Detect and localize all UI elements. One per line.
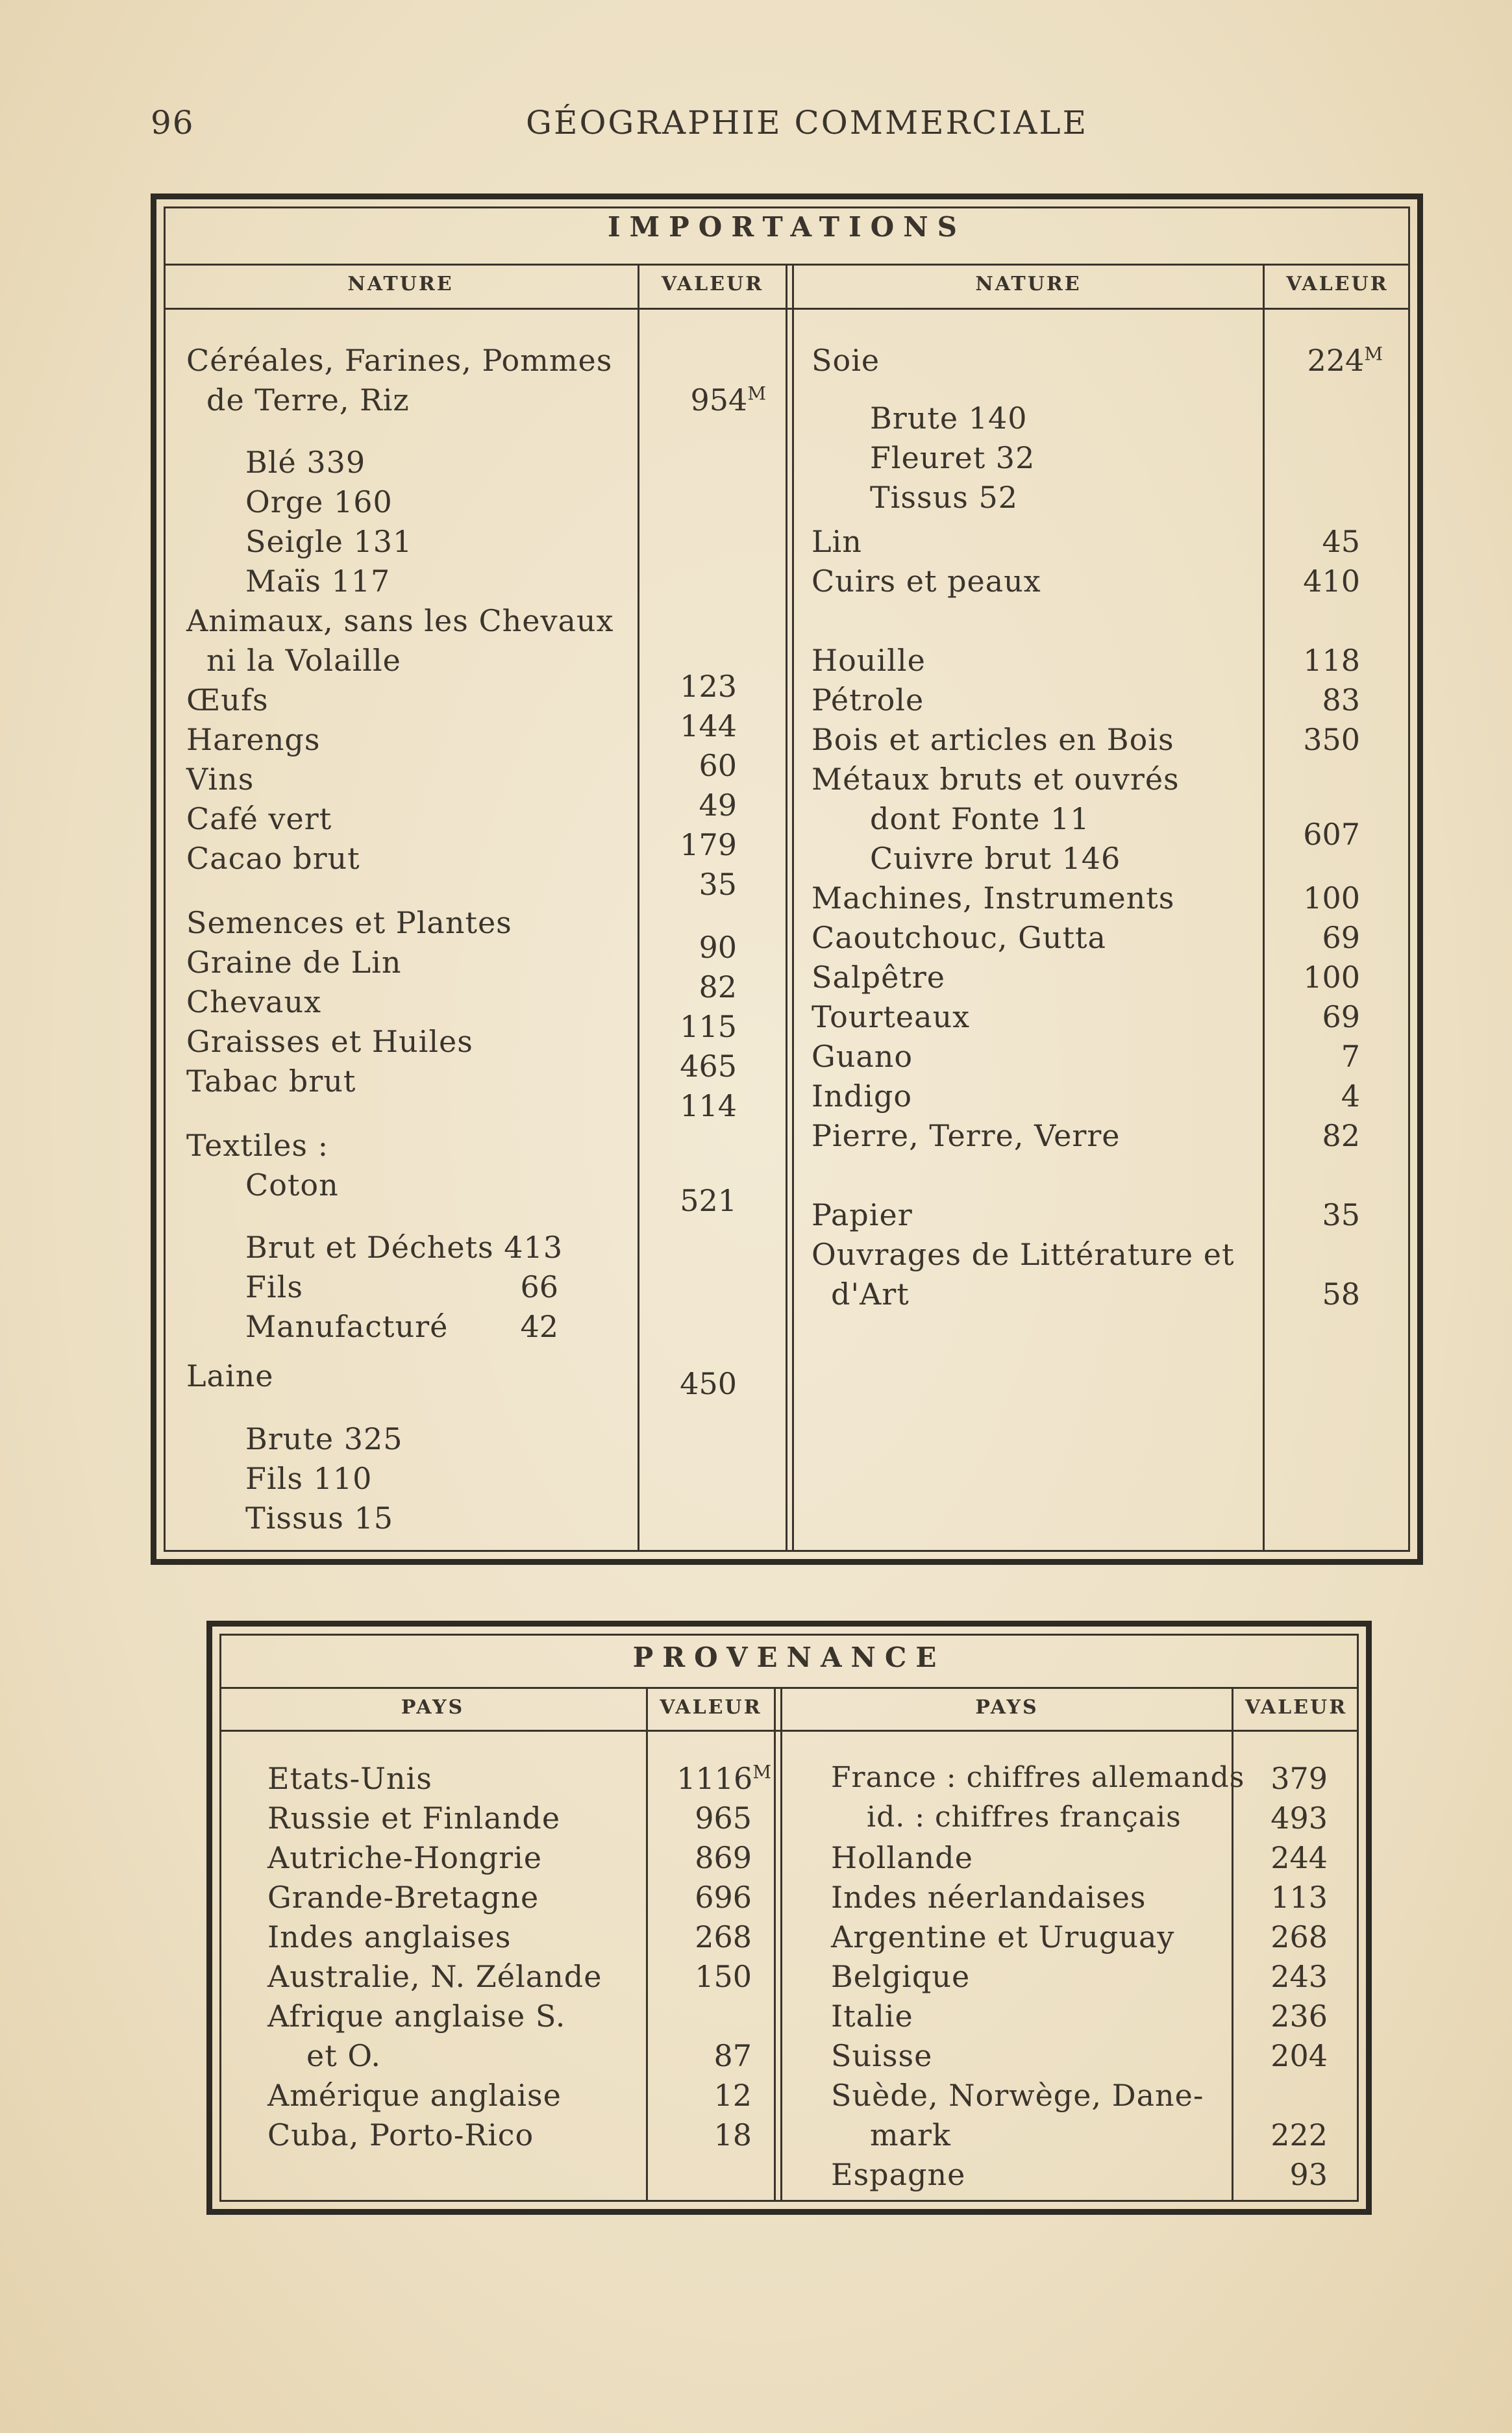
pays-russie: Russie et Finlande bbox=[267, 1801, 561, 1836]
valeur-italie: 236 bbox=[1270, 1999, 1328, 2034]
value-chevaux: 115 bbox=[680, 1009, 737, 1044]
value-ouvrages: 58 bbox=[1322, 1277, 1360, 1312]
nature-cacao: Cacao brut bbox=[186, 841, 360, 876]
nature-manufacture: Manufacturé bbox=[245, 1309, 449, 1344]
pays-afrique-anglaise: Afrique anglaise S. bbox=[267, 1999, 566, 2034]
valeur-suede: 222 bbox=[1270, 2117, 1328, 2152]
valeur-argentine: 268 bbox=[1270, 1919, 1328, 1954]
col-header-valeur-right: VALEUR bbox=[1286, 273, 1389, 295]
nature-graisses: Graisses et Huiles bbox=[186, 1024, 473, 1059]
nature-laine-fils: Fils 110 bbox=[245, 1461, 373, 1496]
pays-grande-bretagne: Grande-Bretagne bbox=[267, 1880, 539, 1915]
valeur-france-francais: 493 bbox=[1270, 1801, 1328, 1836]
prov-col-header-pays-right: PAYS bbox=[975, 1696, 1039, 1719]
valeur-grande-bretagne: 696 bbox=[695, 1880, 752, 1915]
nature-laine-brute: Brute 325 bbox=[245, 1421, 403, 1456]
value-machines: 100 bbox=[1303, 880, 1360, 916]
value-salpetre: 100 bbox=[1303, 960, 1360, 995]
pays-france-allemands: France : chiffres allemands bbox=[831, 1761, 1245, 1794]
value-bois: 350 bbox=[1303, 722, 1360, 757]
sub-fils-value: 66 bbox=[520, 1269, 558, 1304]
valeur-etats-unis: $1116^M$ bbox=[676, 1761, 771, 1796]
nature-tabac: Tabac brut bbox=[186, 1064, 356, 1099]
nature-cafe: Café vert bbox=[186, 801, 332, 836]
value-petrole: 83 bbox=[1322, 682, 1360, 717]
value-indigo: 4 bbox=[1341, 1079, 1360, 1114]
prov-col-divider-mid-a bbox=[774, 1687, 776, 2202]
pays-suisse: Suisse bbox=[831, 2038, 933, 2073]
pays-hollande: Hollande bbox=[831, 1840, 973, 1875]
nature-soie: Soie bbox=[812, 343, 880, 378]
value-houille: 118 bbox=[1303, 643, 1360, 678]
col-header-nature-left: NATURE bbox=[347, 273, 454, 295]
valeur-amerique-anglaise: 12 bbox=[713, 2078, 752, 2113]
pays-belgique: Belgique bbox=[831, 1959, 971, 1994]
col-divider-1 bbox=[638, 264, 639, 1552]
valeur-suisse: 204 bbox=[1270, 2038, 1328, 2073]
nature-bois: Bois et articles en Bois bbox=[812, 722, 1174, 757]
sub-manufacture-value: 42 bbox=[520, 1309, 558, 1344]
nature-fils: Fils bbox=[245, 1269, 303, 1304]
pays-amerique-anglaise: Amérique anglaise bbox=[267, 2078, 562, 2113]
nature-cuirs: Cuirs et peaux bbox=[812, 564, 1041, 599]
nature-orge: Orge 160 bbox=[245, 484, 393, 519]
valeur-afrique-anglaise: 87 bbox=[713, 2038, 752, 2073]
nature-caoutchouc: Caoutchouc, Gutta bbox=[812, 920, 1106, 955]
pays-france-francais: id. : chiffres français bbox=[867, 1801, 1182, 1834]
nature-brut-dechets: Brut et Déchets 413 bbox=[245, 1230, 564, 1265]
page-number: 96 bbox=[151, 104, 195, 142]
value-laine: 450 bbox=[680, 1366, 737, 1401]
prov-col-header-valeur-right: VALEUR bbox=[1245, 1696, 1348, 1719]
pays-autriche: Autriche-Hongrie bbox=[267, 1840, 542, 1875]
nature-ouvrages: Ouvrages de Littérature et bbox=[812, 1237, 1235, 1272]
provenance-caption: PROVENANCE bbox=[632, 1641, 946, 1673]
valeur-france-allemands: 379 bbox=[1270, 1761, 1328, 1796]
prov-header-rule bbox=[219, 1730, 1359, 1732]
nature-petrole: Pétrole bbox=[812, 682, 924, 717]
value-cereales: $954^M$ bbox=[690, 382, 766, 418]
nature-pierre: Pierre, Terre, Verre bbox=[812, 1118, 1121, 1153]
running-title: GÉOGRAPHIE COMMERCIALE bbox=[526, 104, 1089, 142]
pays-espagne: Espagne bbox=[831, 2157, 966, 2192]
value-harengs: 60 bbox=[699, 748, 737, 783]
valeur-autriche: 869 bbox=[695, 1840, 752, 1875]
nature-chevaux: Chevaux bbox=[186, 984, 322, 1019]
nature-cereales: Céréales, Farines, Pommes bbox=[186, 343, 613, 378]
nature-metaux: Métaux bruts et ouvrés bbox=[812, 762, 1180, 797]
nature-houille: Houille bbox=[812, 643, 926, 678]
nature-lin: Lin bbox=[812, 524, 862, 559]
pays-afrique-anglaise-cont: et O. bbox=[306, 2038, 381, 2073]
value-graisses: 465 bbox=[680, 1049, 737, 1084]
provenance-inner-frame bbox=[219, 1634, 1359, 2202]
nature-animaux: Animaux, sans les Chevaux bbox=[186, 603, 614, 638]
value-tourteaux: 69 bbox=[1322, 999, 1360, 1034]
valeur-russie: 965 bbox=[695, 1801, 752, 1836]
nature-indigo: Indigo bbox=[812, 1079, 913, 1114]
nature-ble: Blé 339 bbox=[245, 445, 366, 480]
valeur-hollande: 244 bbox=[1270, 1840, 1328, 1875]
valeur-cuba: 18 bbox=[713, 2117, 752, 2152]
value-oeufs: 144 bbox=[680, 708, 737, 743]
prov-caption-rule bbox=[219, 1687, 1359, 1689]
nature-papier: Papier bbox=[812, 1197, 913, 1232]
nature-vins: Vins bbox=[186, 762, 254, 797]
nature-textiles: Textiles : bbox=[186, 1128, 329, 1163]
pays-indes-anglaises: Indes anglaises bbox=[267, 1919, 512, 1954]
nature-guano: Guano bbox=[812, 1039, 913, 1074]
pays-suede-cont: mark bbox=[870, 2117, 951, 2152]
col-divider-mid-a bbox=[786, 264, 787, 1552]
value-graine: 82 bbox=[699, 969, 737, 1004]
value-guano: 7 bbox=[1341, 1039, 1360, 1074]
nature-laine: Laine bbox=[186, 1358, 274, 1393]
nature-machines: Machines, Instruments bbox=[812, 880, 1175, 916]
pays-etats-unis: Etats-Unis bbox=[267, 1761, 432, 1796]
pays-australie: Australie, N. Zélande bbox=[267, 1959, 602, 1994]
value-metaux: 607 bbox=[1303, 817, 1360, 852]
value-cafe: 179 bbox=[680, 827, 737, 862]
col-header-valeur-left: VALEUR bbox=[661, 273, 764, 295]
col-header-nature-right: NATURE bbox=[975, 273, 1082, 295]
value-coton: 521 bbox=[680, 1183, 737, 1218]
nature-tourteaux: Tourteaux bbox=[812, 999, 971, 1034]
nature-soie-fleuret: Fleuret 32 bbox=[870, 440, 1035, 475]
nature-cuivre: Cuivre brut 146 bbox=[870, 841, 1121, 876]
nature-salpetre: Salpêtre bbox=[812, 960, 946, 995]
nature-laine-tissus: Tissus 15 bbox=[245, 1501, 393, 1536]
pays-italie: Italie bbox=[831, 1999, 913, 2034]
nature-animaux-cont: ni la Volaille bbox=[206, 643, 401, 678]
nature-oeufs: Œufs bbox=[186, 682, 269, 717]
pays-argentine: Argentine et Uruguay bbox=[831, 1919, 1175, 1954]
valeur-belgique: 243 bbox=[1270, 1959, 1328, 1994]
col-divider-mid-b bbox=[792, 264, 794, 1552]
value-cacao: 35 bbox=[699, 867, 737, 902]
prov-col-divider-1 bbox=[646, 1687, 648, 2202]
value-pierre: 82 bbox=[1322, 1118, 1360, 1153]
value-cuirs: 410 bbox=[1303, 564, 1360, 599]
nature-fonte: dont Fonte 11 bbox=[870, 801, 1090, 836]
value-animaux: 123 bbox=[680, 669, 737, 704]
value-papier: 35 bbox=[1322, 1197, 1360, 1232]
pays-suede: Suède, Norwège, Dane- bbox=[831, 2078, 1204, 2113]
nature-cereales-cont: de Terre, Riz bbox=[206, 382, 410, 418]
page-header bbox=[0, 104, 1512, 149]
value-soie: $224^M$ bbox=[1307, 343, 1383, 378]
col-divider-3 bbox=[1263, 264, 1265, 1552]
nature-graine: Graine de Lin bbox=[186, 945, 402, 980]
value-vins: 49 bbox=[699, 788, 737, 823]
value-tabac: 114 bbox=[680, 1088, 737, 1123]
nature-mais: Maïs 117 bbox=[245, 564, 391, 599]
value-caoutchouc: 69 bbox=[1322, 920, 1360, 955]
nature-semences: Semences et Plantes bbox=[186, 905, 512, 940]
nature-soie-brute: Brute 140 bbox=[870, 401, 1028, 436]
nature-coton: Coton bbox=[245, 1167, 339, 1203]
prov-col-header-valeur-left: VALEUR bbox=[660, 1696, 762, 1719]
value-lin: 45 bbox=[1322, 524, 1360, 559]
nature-harengs: Harengs bbox=[186, 722, 321, 757]
nature-soie-tissus: Tissus 52 bbox=[870, 480, 1018, 515]
value-semences: 90 bbox=[699, 930, 737, 965]
pays-cuba: Cuba, Porto-Rico bbox=[267, 2117, 534, 2152]
prov-col-header-pays-left: PAYS bbox=[401, 1696, 465, 1719]
nature-seigle: Seigle 131 bbox=[245, 524, 413, 559]
prov-col-divider-mid-b bbox=[780, 1687, 782, 2202]
nature-ouvrages-cont: d'Art bbox=[831, 1277, 910, 1312]
pays-indes-neerlandaises: Indes néerlandaises bbox=[831, 1880, 1146, 1915]
valeur-australie: 150 bbox=[695, 1959, 752, 1994]
valeur-indes-neerlandaises: 113 bbox=[1270, 1880, 1328, 1915]
valeur-indes-anglaises: 268 bbox=[695, 1919, 752, 1954]
importations-caption: IMPORTATIONS bbox=[608, 211, 966, 243]
valeur-espagne: 93 bbox=[1289, 2157, 1328, 2192]
